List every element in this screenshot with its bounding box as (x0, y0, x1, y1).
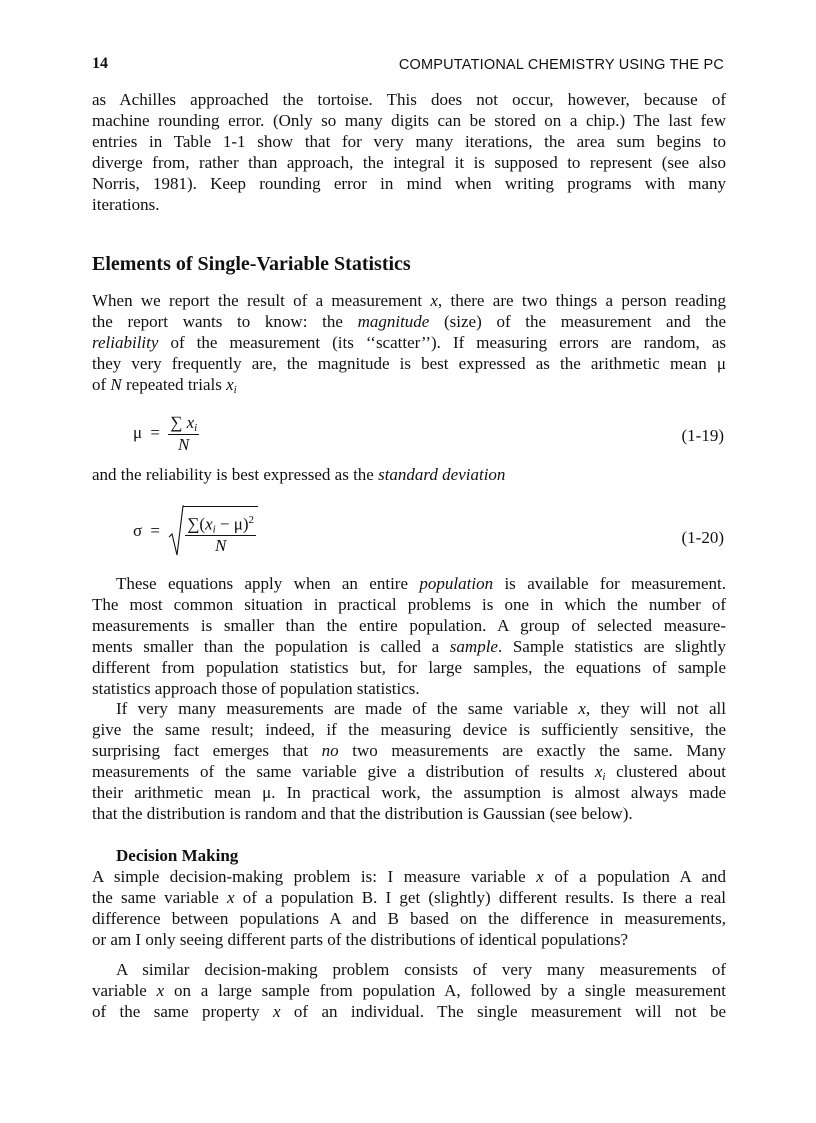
italic-text: x (273, 1002, 281, 1021)
text-run: measurements is smaller than the entire population. A group of selected measure- (92, 616, 726, 635)
eq-sub: i (194, 422, 198, 434)
italic-text: x (430, 291, 438, 310)
text-line (92, 464, 726, 485)
italic-text: N (110, 375, 122, 394)
page-number: 14 (92, 55, 108, 72)
eq-denominator: N (178, 435, 190, 454)
text-line (92, 573, 726, 594)
text-run: A simple decision-making problem is: I measure variable (92, 867, 537, 886)
text-line (92, 761, 726, 782)
equation-mean (133, 413, 199, 455)
eq-paren: ( (199, 514, 206, 534)
text-line (92, 1001, 726, 1022)
text-run: , they will not all (585, 699, 726, 718)
text-line (92, 678, 726, 699)
italic-text: magnitude (357, 312, 430, 331)
italic-text: x (594, 762, 603, 781)
text-run: Norris, 1981). Keep rounding error in mind when writing programs with many (92, 174, 726, 193)
paragraph (92, 464, 726, 485)
text-line (92, 615, 726, 636)
text-run: of the measurement (its ‘‘scatter’’). If measuring errors are random, as (158, 333, 726, 352)
italic-text: i (233, 384, 237, 396)
italic-text: x (156, 981, 165, 1000)
text-line (92, 980, 726, 1001)
text-line (92, 353, 726, 374)
eq-fraction (183, 506, 258, 557)
text-run: diverge from, rather than approach, the integral it is supposed to represent (see also (92, 153, 726, 172)
text-line (92, 887, 726, 908)
text-run: and the reliability is best expressed as the (92, 465, 379, 484)
text-run: of an individual. The single measurement will not be (280, 1002, 726, 1021)
italic-text: sample (449, 637, 498, 656)
text-run: variable (92, 981, 157, 1000)
equation-std-dev (133, 505, 258, 557)
text-run: different from population statistics but, for large samples, the equations of sample (92, 658, 726, 677)
text-run: as Achilles approached the tortoise. This does not occur, however, because of (92, 90, 726, 109)
text-run: statistics approach those of population statistics. (92, 679, 420, 698)
text-run: the report wants to know: the (92, 312, 358, 331)
text-line (92, 698, 726, 719)
text-line (92, 194, 726, 215)
paragraph (92, 959, 726, 1022)
text-run: ments smaller than the population is called a (92, 637, 450, 656)
italic-text: i (602, 771, 606, 783)
text-run: is available for measurement. (493, 574, 727, 593)
text-line (92, 929, 726, 950)
text-run: The most common situation in practical problems is one in which the number of (92, 595, 726, 614)
text-line (92, 173, 726, 194)
text-run: If very many measurements are made of the same variable (116, 699, 579, 718)
text-run: entries in Table 1-1 show that for very many iterations, the area sum begins to (92, 132, 726, 151)
text-line (92, 290, 726, 311)
eq-equals: = (150, 422, 160, 442)
italic-text: x (227, 888, 235, 907)
text-run: repeated trials (121, 375, 227, 394)
eq-minus-mu: − μ (215, 514, 243, 534)
text-run: of a population A and (543, 867, 727, 886)
text-run: measurements of the same variable give a distribution of results (92, 762, 595, 781)
text-line (92, 636, 726, 657)
paragraph (92, 290, 726, 395)
italic-text: population (419, 574, 494, 593)
text-line (92, 374, 726, 395)
text-run: (size) of the measurement and the (429, 312, 727, 331)
text-run: . Sample statistics are slightly (497, 637, 726, 656)
text-line (92, 803, 726, 824)
text-run: two measurements are exactly the same. Many (338, 741, 727, 760)
text-line (92, 866, 726, 887)
text-line (92, 332, 726, 353)
text-run: the same variable (92, 888, 228, 907)
text-line (92, 311, 726, 332)
eq-exponent: 2 (248, 513, 255, 526)
paragraph (92, 89, 726, 215)
eq-equals: = (150, 521, 161, 540)
text-line (92, 594, 726, 615)
paragraph (92, 866, 726, 950)
text-run: machine rounding error. (Only so many digits can be stored on a chip.) The last few (92, 111, 726, 130)
text-run: their arithmetic mean μ. In practical work, the assumption is almost always made (92, 783, 726, 802)
text-run: give the same result; indeed, if the measuring device is sufficiently sensitive, the (92, 720, 726, 739)
equation-number: (1-20) (681, 528, 724, 547)
subsection-heading: Decision Making (116, 846, 239, 865)
sum-symbol: ∑ (187, 514, 200, 534)
square-root-icon (168, 505, 184, 557)
running-head: COMPUTATIONAL CHEMISTRY USING THE PC (398, 57, 724, 73)
text-run: surprising fact emerges that (92, 741, 322, 760)
sum-symbol: ∑ (170, 413, 183, 432)
text-line (92, 959, 726, 980)
italic-text: x (578, 699, 586, 718)
text-run: A similar decision-making problem consists of very many measurements of (116, 960, 726, 979)
equation-number: (1-19) (681, 426, 724, 445)
text-run: difference between populations A and B based on the difference in measurements, (92, 909, 726, 928)
section-heading: Elements of Single-Variable Statistics (92, 253, 411, 275)
text-run: When we report the result of a measurement (92, 291, 431, 310)
eq-fraction (168, 413, 199, 455)
italic-text: reliability (92, 333, 159, 352)
text-line (92, 152, 726, 173)
text-line (92, 131, 726, 152)
text-line (92, 740, 726, 761)
eq-var: x (205, 514, 213, 534)
text-line (92, 719, 726, 740)
text-run: of the same property (92, 1002, 273, 1021)
eq-lhs: μ (133, 422, 143, 442)
italic-text: standard deviation (378, 465, 506, 484)
eq-denominator: N (214, 536, 227, 556)
italic-text: x (536, 867, 544, 886)
text-run: These equations apply when an entire (116, 574, 420, 593)
italic-text: x (226, 375, 234, 394)
text-line (92, 657, 726, 678)
eq-lhs: σ (133, 521, 143, 540)
text-run: , there are two things a person reading (437, 291, 726, 310)
text-run: that the distribution is random and that the distribution is Gaussian (see below). (92, 804, 633, 823)
italic-text: no (321, 741, 339, 760)
text-run: clustered about (605, 762, 726, 781)
eq-var: x (186, 413, 195, 432)
eq-paren: ) (242, 514, 249, 534)
text-run: of a population B. I get (slightly) different results. Is there a real (234, 888, 726, 907)
paragraph (92, 698, 726, 824)
text-run: they very frequently are, the magnitude is best expressed as the arithmetic mean μ (92, 354, 726, 373)
text-run: iterations. (92, 195, 160, 214)
paragraph (92, 573, 726, 699)
text-run: or am I only seeing different parts of the distributions of identical populations? (92, 930, 629, 949)
text-line (92, 782, 726, 803)
text-line (92, 110, 726, 131)
text-run: of (92, 375, 111, 394)
eq-sub: i (212, 523, 216, 536)
text-run: on a large sample from population A, followed by a single measurement (164, 981, 726, 1000)
text-line (92, 89, 726, 110)
text-line (92, 908, 726, 929)
